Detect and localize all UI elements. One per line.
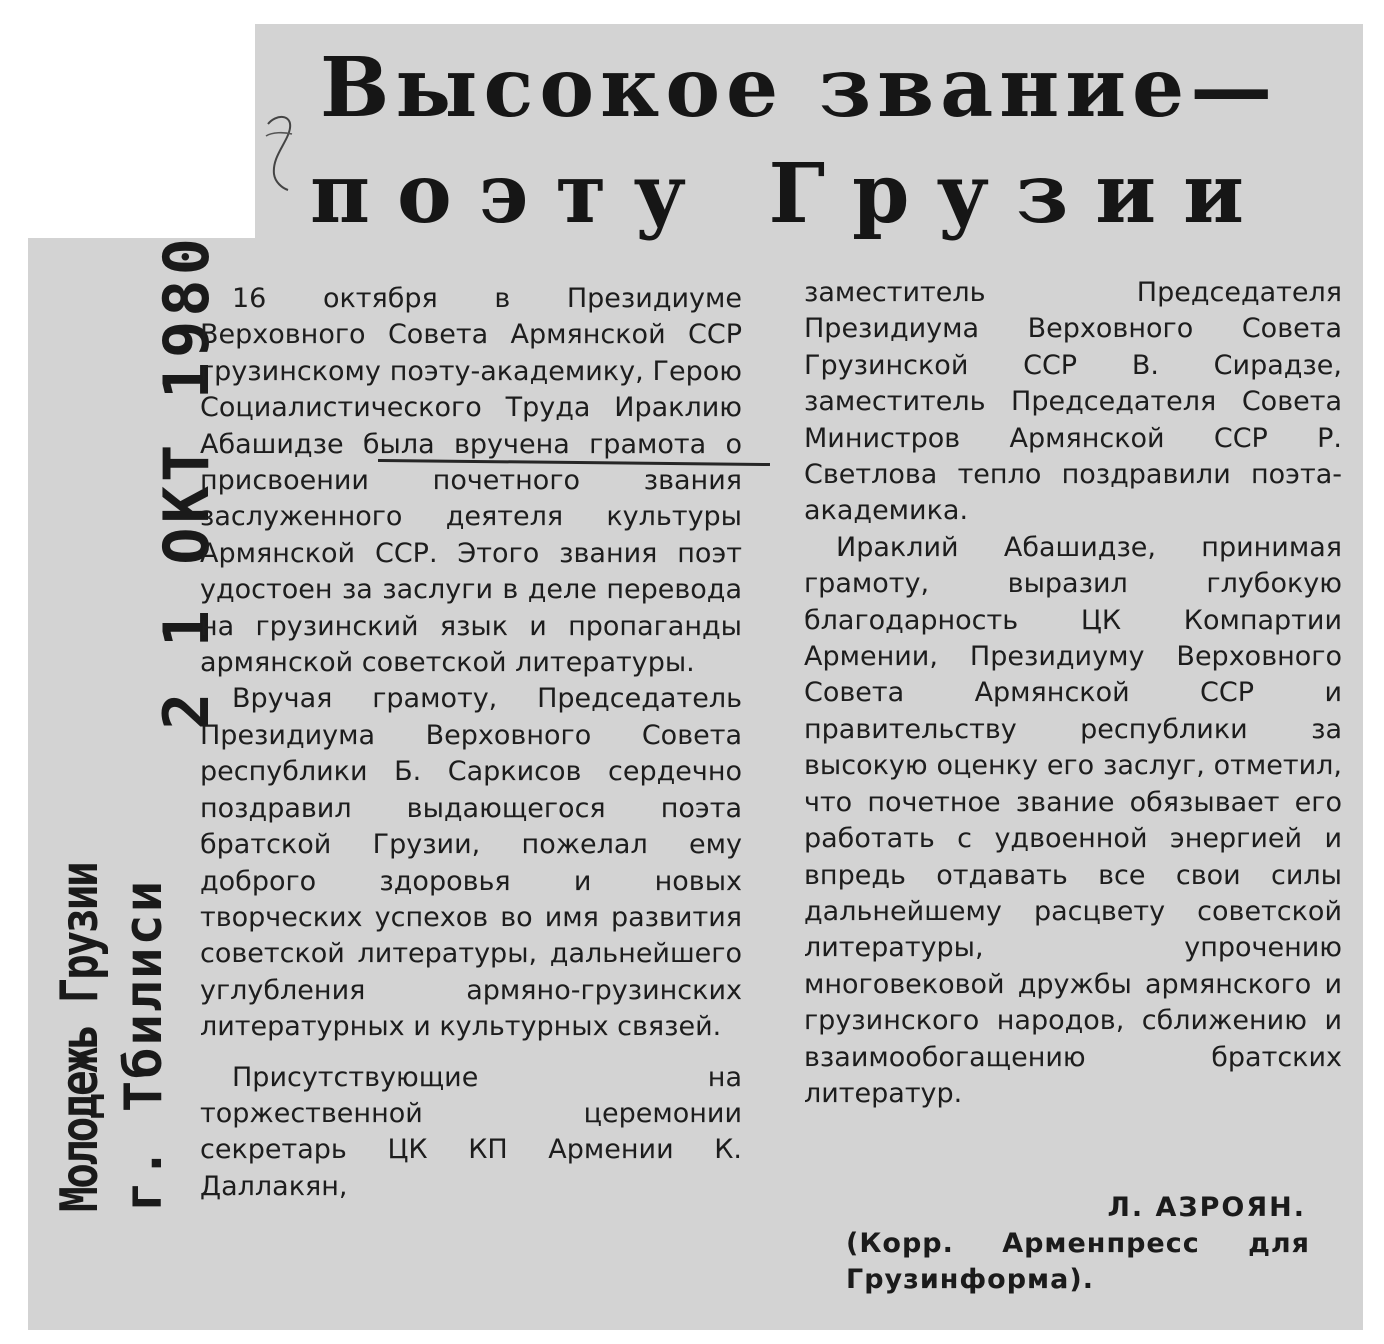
stamp-newspaper: Молодежь Грузии [50,863,110,1212]
author-credit: (Корр. Арменпресс для Грузинформа). [846,1228,1310,1295]
author-signature: Л. АЗРОЯН. [1107,1192,1306,1223]
paragraph: Вручая грамоту, Председатель Президиума Верховного Совета республики Б. Саркисов сердечно поздравил выдающегося поэта братской Грузии, пожелал ему доброго здоровья и новых творческих успехов во имя развития советской литературы, дальнейшего углубления армяно-грузинских литературных и культурных связей. [200,683,742,1043]
paragraph: заместитель Председателя Президиума Верховного Совета Грузинской ССР В. Сирадзе, заместитель Председателя Совета Министров Армянской ССР Р. Светлова тепло поздравили поэта-академика. [804,277,1342,527]
paragraph: Присутствующие на торжественной церемонии секретарь ЦК КП Армении К. Даллакян, [200,1061,742,1202]
headline-line-1: Высокое звание— [320,40,1279,136]
article-column-right [804,275,1342,1112]
headline-line-2: поэту Грузии [310,146,1271,242]
paragraph: Ираклий Абашидзе, принимая грамоту, выразил глубокую благодарность ЦК Компартии Армении, Президиуму Верховного Совета Армянской ССР и правительству республики за высокую оценку его заслуг, отметил, что почетное звание обязывает его работать с удвоенной энергией и впредь отдавать все свои силы дальнейшему расцвету советской литературы, упрочению многовековой дружбы армянского и грузинского народов, сближению и взаимообогащению братских литератур. [804,531,1342,1109]
article-column-left [200,281,742,1205]
paragraph: 16 октября в Президиуме Верховного Совета Армянской ССР грузинскому поэту-академику, Герою Социалистического Труда Ираклию Абашидзе была вручена грамота о присвоении почетного звания заслуженного деятеля культуры Армянской ССР. Этого звания поэт удостоен за заслуги в деле перевода на грузинский язык и пропаганды армянской советской литературы. [200,283,742,679]
stamp-date: 2 1 ОКТ 1980 [150,234,223,730]
stamp-city: г. Тбилиси [114,878,174,1212]
